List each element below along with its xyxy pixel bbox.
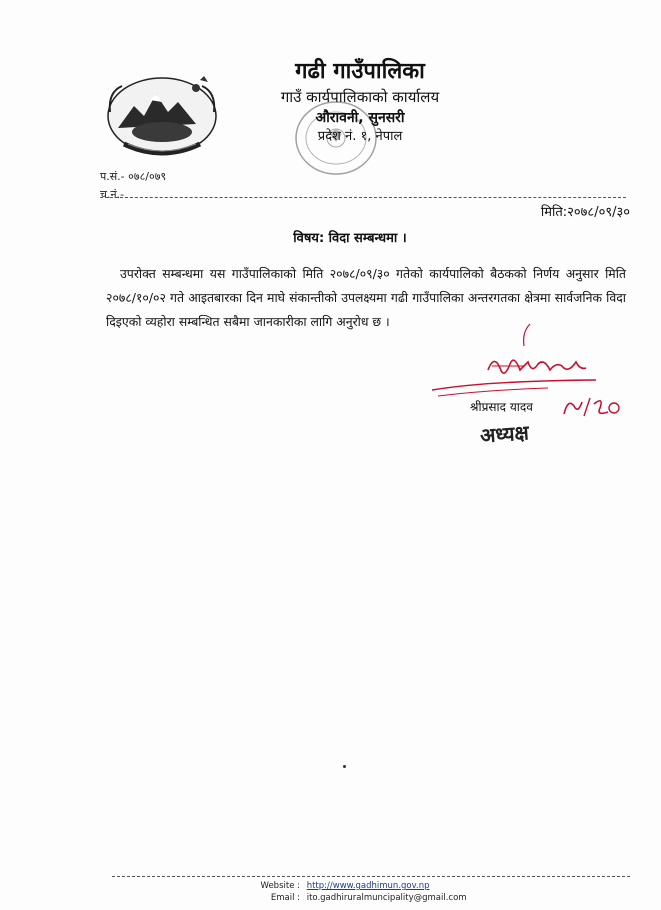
email-label: Email : <box>270 893 300 903</box>
reference-block <box>100 168 166 204</box>
office-name: गढी गाउँपालिका <box>295 59 425 84</box>
chalani-number: च.नं.- <box>100 188 125 201</box>
office-province: प्रदेश नं. १, नेपाल <box>317 129 403 144</box>
footer <box>200 880 520 904</box>
signer-title: अध्यक्ष <box>479 420 530 448</box>
signer-name: श्रीप्रसाद यादव <box>470 400 533 414</box>
paper-speck <box>343 765 346 768</box>
letter-date: मिति:२०७८/०९/३० <box>540 205 630 220</box>
footer-divider <box>112 876 630 877</box>
letter-body: उपरोक्त सम्बन्धमा यस गाउँपालिकाको मिति २०७८/०९/३० गतेको कार्यपालिको बैठकको निर्णय अनुसार मिति २०७८/१०/०२ गते आइतबारका दिन माघे संकान्तीको उपलक्ष्यमा गढी गाउँपालिका अन्तरगतका क्षेत्रमा सार्वजनिक विदा दिइएको व्यहोरा सम्बन्धित सबैमा जानकारीका लागि अनुरोध छ । <box>106 266 626 329</box>
letterhead <box>230 58 490 146</box>
office-address: औरावनी, सुनसरी <box>315 110 405 126</box>
handwritten-date-icon <box>560 394 622 420</box>
letter-subject: विषय: विदा सम्बन्धमा । <box>293 231 407 246</box>
website-link[interactable]: http://www.gadhimun.gov.np <box>306 881 430 891</box>
header-divider <box>100 197 626 198</box>
nepal-emblem-icon <box>104 72 220 156</box>
footer-website-row <box>200 880 520 892</box>
office-type: गाउँ कार्यपालिकाको कार्यालय <box>280 88 440 106</box>
patra-sankhya: प.सं.- ०७८/०७९ <box>100 170 167 183</box>
footer-email-row <box>200 892 520 904</box>
website-label: Website : <box>260 881 300 891</box>
email-address[interactable]: ito.gadhiruralmuncipality@gmail.com <box>306 893 467 903</box>
signature-icon <box>428 340 598 400</box>
